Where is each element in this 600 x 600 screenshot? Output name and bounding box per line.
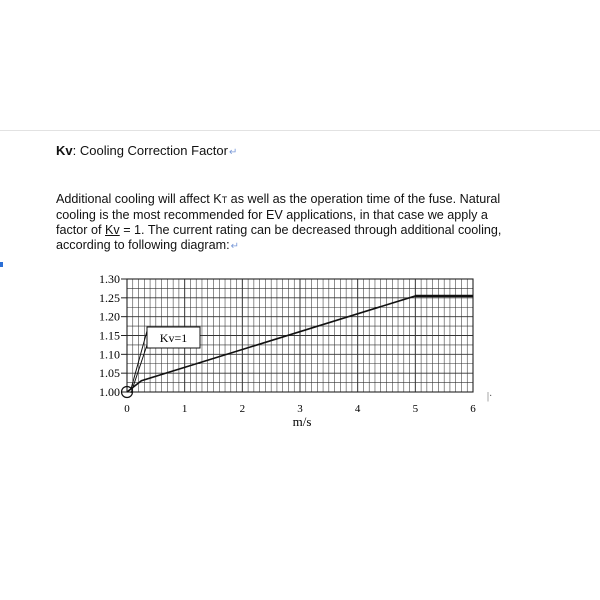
paragraph-mark-icon: ↵ [228, 147, 238, 158]
heading-symbol: Kv [56, 143, 73, 158]
x-tick-label: 6 [470, 403, 476, 415]
y-tick-label: 1.10 [99, 347, 120, 362]
axis-end-mark: |· [487, 391, 493, 402]
kt-subscript: T [221, 195, 228, 205]
y-tick-label: 1.05 [99, 366, 120, 381]
y-tick-label: 1.25 [99, 290, 120, 305]
heading-title: : Cooling Correction Factor [72, 143, 228, 158]
y-tick-label: 1.00 [99, 385, 120, 399]
y-tick-label: 1.15 [99, 328, 120, 343]
annotation-text: Kv=1 [159, 331, 188, 345]
y-axis-ticks [99, 272, 127, 399]
x-tick-label: 5 [412, 403, 419, 415]
chart-annotation [122, 327, 201, 398]
x-tick-label: 2 [239, 403, 246, 415]
x-axis-label: m/s [292, 414, 312, 429]
para-line-1-start: Additional cooling will affect K [56, 192, 222, 206]
para-line-3-start: factor of [56, 223, 105, 237]
kv-underlined: Kv [105, 223, 120, 237]
x-tick-label: 3 [297, 403, 303, 415]
para-line-1-end: as well as the operation time of the fuse. Natural [227, 192, 501, 206]
para-line-2: cooling is the most recommended for EV applications, in that case we apply a [56, 208, 488, 222]
para-line-3-end: = 1. The current rating can be decreased through additional cooling, [119, 223, 502, 237]
y-tick-label: 1.20 [99, 309, 120, 324]
paragraph-end-mark-icon: ↵ [230, 241, 239, 252]
y-tick-label: 1.30 [99, 272, 120, 286]
x-tick-label: 0 [124, 403, 130, 415]
x-tick-label: 4 [354, 403, 361, 415]
x-tick-label: 1 [181, 403, 188, 415]
para-line-4-text: according to following diagram: [56, 238, 230, 252]
annotation-leader [131, 345, 147, 393]
